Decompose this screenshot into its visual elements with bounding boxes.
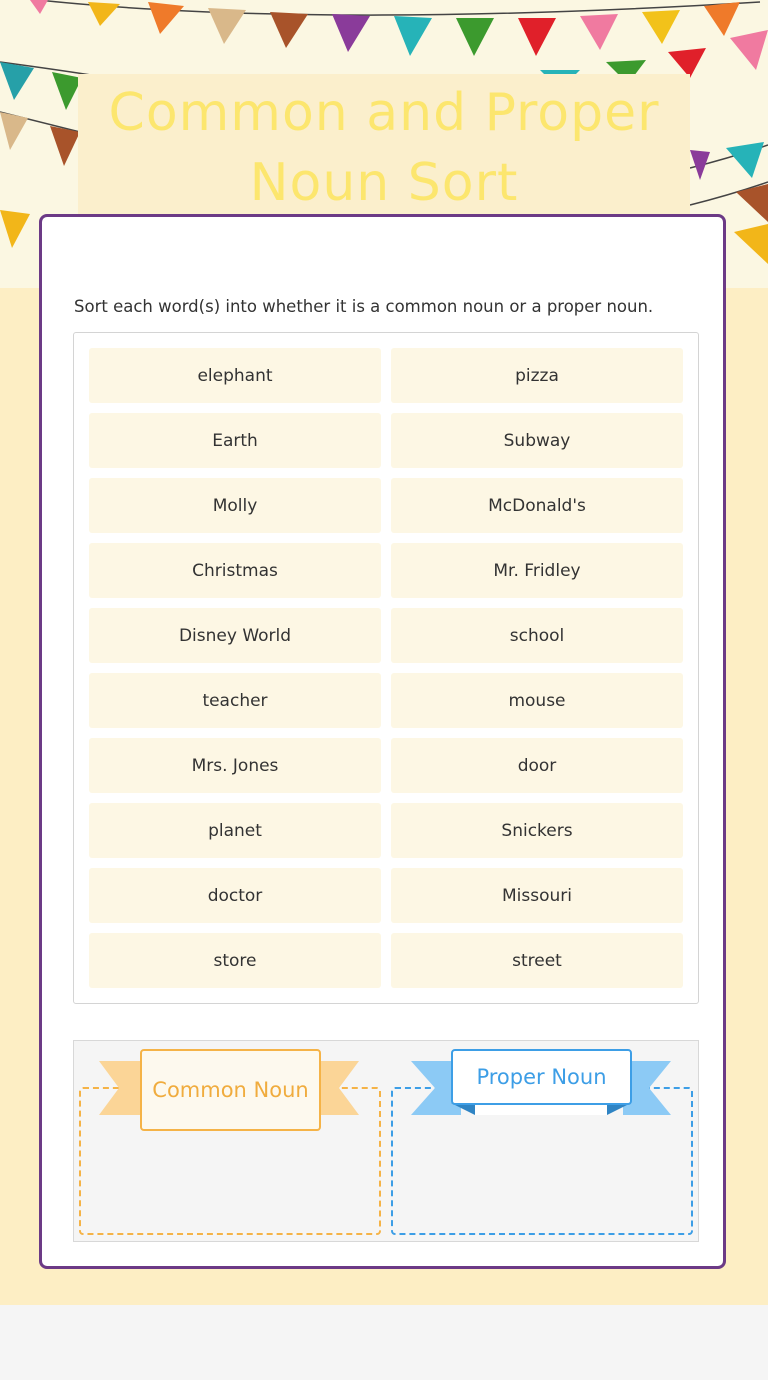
word-tile[interactable]: school bbox=[391, 608, 683, 663]
word-tile[interactable]: Christmas bbox=[89, 543, 381, 598]
word-tile[interactable]: doctor bbox=[89, 868, 381, 923]
word-tile[interactable]: Mrs. Jones bbox=[89, 738, 381, 793]
word-tile[interactable]: door bbox=[391, 738, 683, 793]
word-tile[interactable]: Subway bbox=[391, 413, 683, 468]
common-noun-bucket bbox=[79, 1041, 381, 1241]
word-tiles bbox=[89, 348, 683, 988]
word-tile[interactable]: elephant bbox=[89, 348, 381, 403]
word-tile[interactable]: Snickers bbox=[391, 803, 683, 858]
common-noun-label: Common Noun bbox=[140, 1049, 321, 1131]
proper-noun-label: Proper Noun bbox=[451, 1049, 632, 1105]
word-tile[interactable]: teacher bbox=[89, 673, 381, 728]
word-tile[interactable]: Mr. Fridley bbox=[391, 543, 683, 598]
word-tile[interactable]: Earth bbox=[89, 413, 381, 468]
word-tile[interactable]: mouse bbox=[391, 673, 683, 728]
word-tile[interactable]: street bbox=[391, 933, 683, 988]
word-tile[interactable]: planet bbox=[89, 803, 381, 858]
word-tile[interactable]: Missouri bbox=[391, 868, 683, 923]
word-tile[interactable]: store bbox=[89, 933, 381, 988]
word-tile[interactable]: Disney World bbox=[89, 608, 381, 663]
worksheet-card bbox=[39, 214, 726, 1269]
instructions: Sort each word(s) into whether it is a common noun or a proper noun. bbox=[74, 297, 654, 316]
word-tile[interactable]: pizza bbox=[391, 348, 683, 403]
word-bank bbox=[73, 332, 699, 1004]
title-box bbox=[78, 74, 690, 224]
sort-area bbox=[73, 1040, 699, 1242]
word-tile[interactable]: McDonald's bbox=[391, 478, 683, 533]
proper-noun-bucket bbox=[391, 1041, 693, 1241]
word-tile[interactable]: Molly bbox=[89, 478, 381, 533]
page-title: Common and Proper Noun Sort bbox=[108, 83, 660, 213]
